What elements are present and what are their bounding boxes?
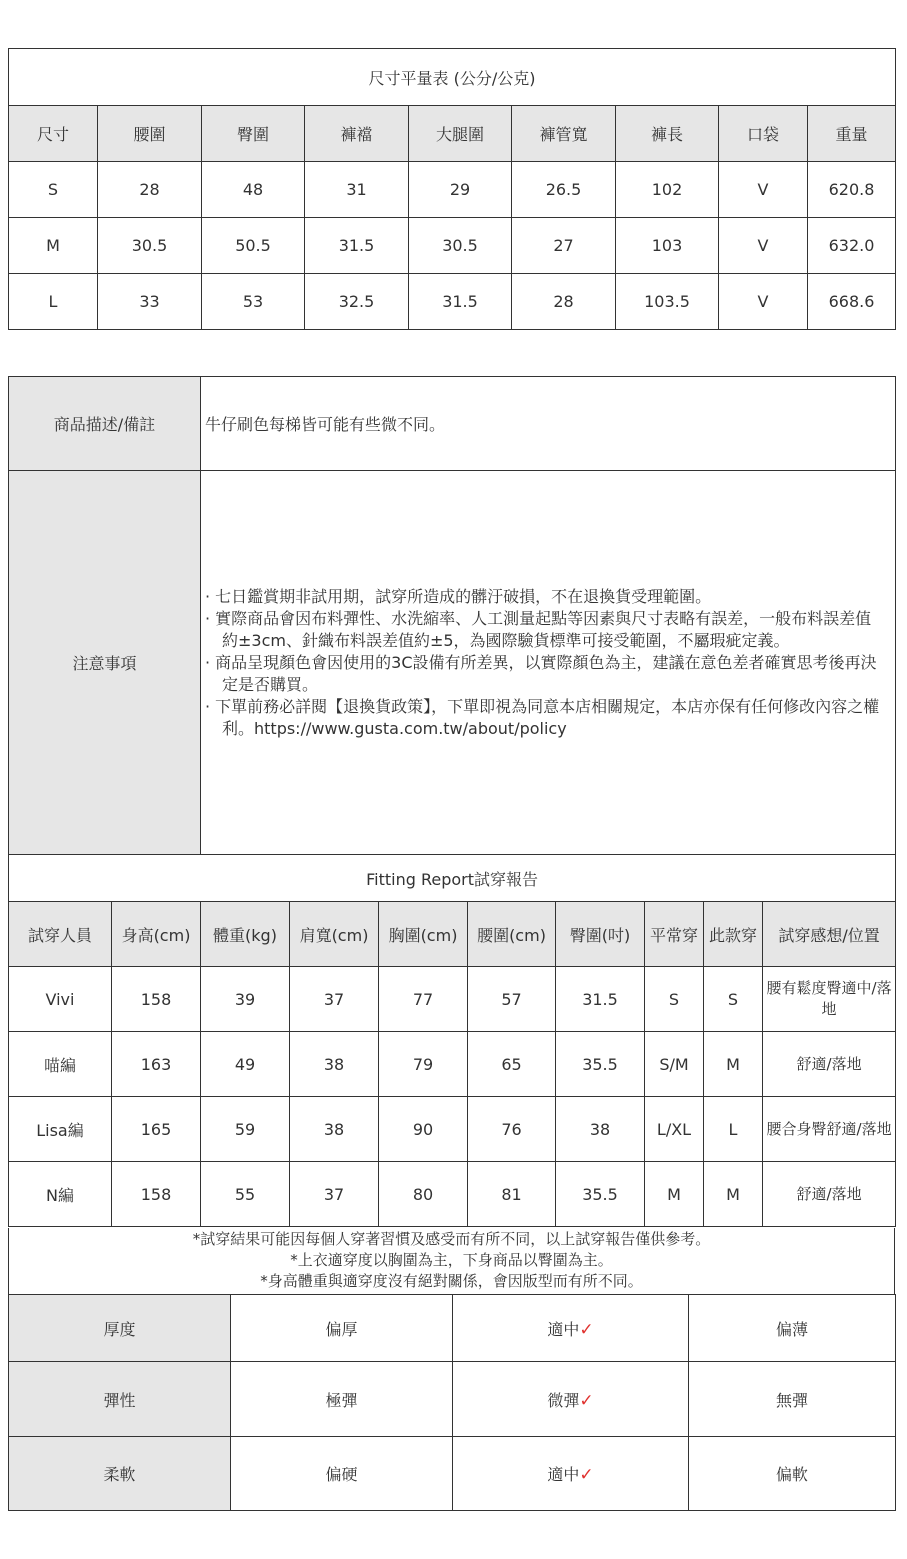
table-cell: 103.5 [616, 274, 719, 330]
table-cell: 77 [379, 967, 468, 1032]
attribute-row-elasticity [9, 1362, 896, 1437]
table-cell: 90 [379, 1097, 468, 1162]
table-cell: 76 [468, 1097, 556, 1162]
header-hip: 臀圍 [202, 106, 305, 162]
table-cell: 35.5 [556, 1032, 645, 1097]
table-cell: 31.5 [409, 274, 512, 330]
fitting-report-title: Fitting Report試穿報告 [9, 855, 896, 902]
table-row [9, 274, 896, 330]
table-cell: 29 [409, 162, 512, 218]
table-cell: 32.5 [305, 274, 409, 330]
table-cell: 喵編 [9, 1032, 112, 1097]
table-cell: Vivi [9, 967, 112, 1032]
footnote-line: *上衣適穿度以胸圍為主，下身商品以臀圍為主。 [290, 1251, 613, 1269]
description-table [8, 376, 896, 855]
header-waist: 腰圍 [98, 106, 202, 162]
notes-content [201, 471, 896, 855]
attribute-option: 偏軟 [689, 1437, 896, 1511]
table-cell: 620.8 [808, 162, 896, 218]
size-chart-table [8, 48, 896, 330]
table-cell: 165 [112, 1097, 201, 1162]
table-cell: 39 [201, 967, 290, 1032]
table-row [9, 162, 896, 218]
table-cell: L/XL [645, 1097, 704, 1162]
attribute-label: 柔軟 [9, 1437, 231, 1511]
attribute-option: 偏厚 [231, 1295, 453, 1362]
attribute-label: 彈性 [9, 1362, 231, 1437]
table-cell: 腰有鬆度臀適中/落地 [763, 967, 896, 1032]
fitting-report-table [8, 854, 896, 1227]
table-cell: 37 [290, 967, 379, 1032]
note-item: · 商品呈現顏色會因使用的3C設備有所差異，以實際顏色為主，建議在意色差者確實思考後再決定是否購買。 [205, 652, 877, 694]
table-row [9, 1097, 896, 1162]
table-cell: M [704, 1032, 763, 1097]
description-label: 商品描述/備註 [9, 377, 201, 471]
header-hip: 臀圍(吋) [556, 902, 645, 967]
note-item: · 下單前務必詳閱【退換貨政策】，下單即視為同意本店相關規定，本店亦保有任何修改內容之權利。https://www.gusta.com.tw/about/policy [205, 696, 880, 738]
attribute-option: 偏硬 [231, 1437, 453, 1511]
attribute-row-softness [9, 1437, 896, 1511]
attribute-option-selected: 微彈✓ [453, 1362, 689, 1437]
header-size: 尺寸 [9, 106, 98, 162]
table-cell: 35.5 [556, 1162, 645, 1227]
attribute-option: 偏薄 [689, 1295, 896, 1362]
table-cell: M [9, 218, 98, 274]
table-cell: 38 [290, 1032, 379, 1097]
attribute-row-thickness [9, 1295, 896, 1362]
header-hem-width: 褲管寬 [512, 106, 616, 162]
footnote-line: *試穿結果可能因每個人穿著習慣及感受而有所不同，以上試穿報告僅供參考。 [192, 1230, 711, 1248]
table-cell: 28 [98, 162, 202, 218]
table-cell: 31 [305, 162, 409, 218]
table-cell: 舒適/落地 [763, 1162, 896, 1227]
table-cell: N編 [9, 1162, 112, 1227]
notes-label: 注意事項 [9, 471, 201, 855]
table-row [9, 1032, 896, 1097]
header-tester: 試穿人員 [9, 902, 112, 967]
table-cell: 48 [202, 162, 305, 218]
header-height: 身高(cm) [112, 902, 201, 967]
table-cell: 163 [112, 1032, 201, 1097]
table-cell: 59 [201, 1097, 290, 1162]
attribute-label: 厚度 [9, 1295, 231, 1362]
table-cell: 55 [201, 1162, 290, 1227]
header-waist: 腰圍(cm) [468, 902, 556, 967]
table-cell: 81 [468, 1162, 556, 1227]
table-cell: 27 [512, 218, 616, 274]
table-cell: 103 [616, 218, 719, 274]
table-cell: V [719, 274, 808, 330]
table-cell: 632.0 [808, 218, 896, 274]
fitting-footnotes [8, 1228, 895, 1294]
size-chart-header-row [9, 106, 896, 162]
check-icon: ✓ [579, 1319, 594, 1340]
header-rise: 褲襠 [305, 106, 409, 162]
table-cell: 57 [468, 967, 556, 1032]
table-cell: 31.5 [305, 218, 409, 274]
note-item: · 實際商品會因布料彈性、水洗縮率、人工測量起點等因素與尺寸表略有誤差，一般布料誤差值約±3cm、針織布料誤差值約±5，為國際驗貨標準可接受範圍，不屬瑕疵定義。 [205, 608, 872, 650]
table-cell: 102 [616, 162, 719, 218]
table-cell: V [719, 218, 808, 274]
fabric-attributes-table [8, 1294, 896, 1511]
header-chest: 胸圍(cm) [379, 902, 468, 967]
table-cell: V [719, 162, 808, 218]
table-cell: 38 [556, 1097, 645, 1162]
table-cell: 49 [201, 1032, 290, 1097]
description-text: 牛仔刷色每梯皆可能有些微不同。 [201, 377, 896, 471]
table-cell: S [704, 967, 763, 1032]
table-cell: 33 [98, 274, 202, 330]
header-feedback: 試穿感想/位置 [763, 902, 896, 967]
table-row [9, 1162, 896, 1227]
table-cell: 65 [468, 1032, 556, 1097]
header-body-weight: 體重(kg) [201, 902, 290, 967]
table-cell: 28 [512, 274, 616, 330]
table-cell: 158 [112, 967, 201, 1032]
table-cell: M [645, 1162, 704, 1227]
attribute-option: 極彈 [231, 1362, 453, 1437]
table-row [9, 967, 896, 1032]
attribute-option-selected: 適中✓ [453, 1295, 689, 1362]
table-cell: 31.5 [556, 967, 645, 1032]
check-icon: ✓ [579, 1390, 594, 1411]
footnote-line: *身高體重與適穿度沒有絕對關係，會因版型而有所不同。 [260, 1272, 643, 1290]
table-cell: 腰合身臀舒適/落地 [763, 1097, 896, 1162]
header-this-size: 此款穿 [704, 902, 763, 967]
table-cell: 26.5 [512, 162, 616, 218]
header-thigh: 大腿圍 [409, 106, 512, 162]
fitting-header-row [9, 902, 896, 967]
attribute-option: 無彈 [689, 1362, 896, 1437]
table-cell: Lisa編 [9, 1097, 112, 1162]
header-pocket: 口袋 [719, 106, 808, 162]
table-cell: S [9, 162, 98, 218]
header-length: 褲長 [616, 106, 719, 162]
table-cell: S/M [645, 1032, 704, 1097]
table-cell: L [9, 274, 98, 330]
table-cell: 30.5 [98, 218, 202, 274]
table-row [9, 218, 896, 274]
table-cell: S [645, 967, 704, 1032]
table-cell: 舒適/落地 [763, 1032, 896, 1097]
header-weight: 重量 [808, 106, 896, 162]
size-chart-title: 尺寸平量表 (公分/公克) [9, 49, 896, 106]
table-cell: 38 [290, 1097, 379, 1162]
table-cell: L [704, 1097, 763, 1162]
table-cell: 158 [112, 1162, 201, 1227]
table-cell: 668.6 [808, 274, 896, 330]
attribute-option-selected: 適中✓ [453, 1437, 689, 1511]
table-cell: M [704, 1162, 763, 1227]
table-cell: 37 [290, 1162, 379, 1227]
header-usual-size: 平常穿 [645, 902, 704, 967]
header-shoulder: 肩寬(cm) [290, 902, 379, 967]
table-cell: 30.5 [409, 218, 512, 274]
note-item: · 七日鑑賞期非試用期，試穿所造成的髒汙破損，不在退換貨受理範圍。 [205, 586, 712, 606]
check-icon: ✓ [579, 1465, 594, 1485]
table-cell: 50.5 [202, 218, 305, 274]
table-cell: 53 [202, 274, 305, 330]
table-cell: 79 [379, 1032, 468, 1097]
table-cell: 80 [379, 1162, 468, 1227]
